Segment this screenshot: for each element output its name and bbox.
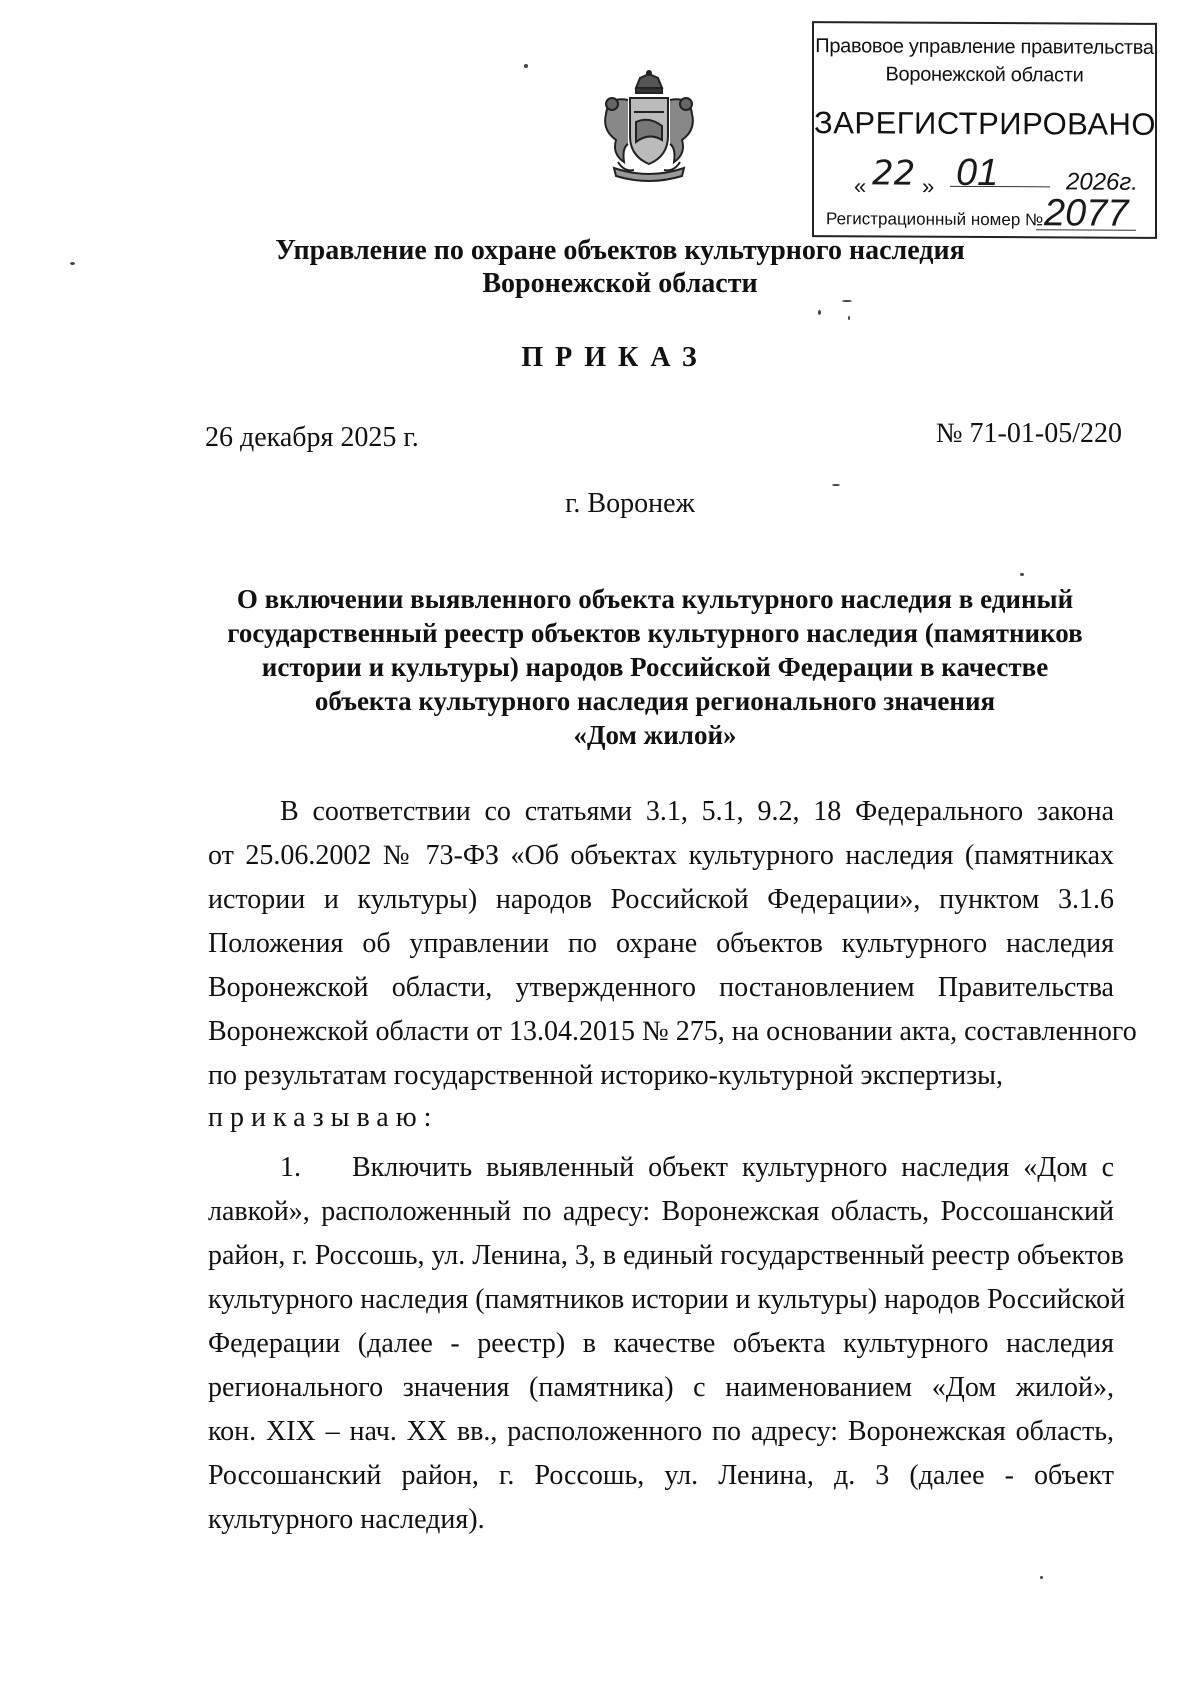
body-line: Воронежской области, утвержденного постановлением Правительства [208,972,1114,1003]
item-number: 1. [280,1152,301,1183]
document-title [200,582,1110,752]
title-line: объекта культурного наследия регионального значения [314,686,996,716]
body-line: культурного наследия (памятников истории и культуры) народов Российской [208,1284,1126,1315]
stamp-date [814,151,1155,199]
document-type-heading: ПРИКАЗ [521,342,709,373]
stamp-reg-number-label: Регистрационный номер № [826,209,1044,230]
stamp-org-line-2: Воронежской области [885,63,1084,87]
scan-speck [818,310,821,315]
body-line: истории и культуры) народов Российской Федерации», пунктом 3.1.6 [208,884,1114,915]
registration-stamp [812,21,1157,239]
title-line: истории и культуры) народов Российской Федерации в качестве [261,652,1049,682]
preamble-paragraph [208,790,1137,1098]
body-line: регионального значения (памятника) с наименованием «Дом жилой», [208,1372,1114,1403]
body-line: Россошанский район, г. Россошь, ул. Ленина, д. 3 (далее - объект [208,1460,1114,1491]
body-line: Положения об управлении по охране объектов культурного наследия [208,928,1114,959]
stamp-year: 2026г. [1066,168,1138,196]
body-line: район, г. Россошь, ул. Ленина, 3, в единый государственный реестр объектов [208,1240,1124,1271]
organization-name-line-2: Воронежской области [482,268,758,299]
item-first-line-text: Включить выявленный объект культурного наследия «Дом с [352,1152,1114,1183]
stamp-quote-open: « [854,173,867,199]
stamp-reg-number-row [814,192,1155,235]
body-line: культурного наследия). [208,1504,485,1535]
body-line: Федерации (далее - реестр) в качестве объекта культурного наследия [208,1328,1114,1359]
scan-speck [832,484,840,486]
stamp-org-line-1: Правовое управление правительства [815,35,1154,59]
scan-speck [1040,1576,1043,1579]
body-line: Воронежской области от 13.04.2015 № 275, на основании акта, составленного [208,1016,1137,1047]
scan-speck [848,316,850,320]
document-city: г. Воронеж [565,488,695,519]
title-line: «Дом жилой» [573,720,737,750]
organization-name-line-1: Управление по охране объектов культурного наследия [275,235,965,266]
scan-speck [1020,573,1024,576]
title-line: О включении выявленного объекта культурного наследия в единый [236,584,1074,614]
stamp-quote-close: » [922,173,935,199]
body-line [208,1146,1114,1190]
title-line: государственный реестр объектов культурного наследия (памятников [227,618,1083,648]
document-number: № 71-01-05/220 [935,418,1122,449]
order-item-1 [208,1146,1126,1542]
body-line: по результатам государственной историко-культурной экспертизы, [208,1060,1003,1091]
stamp-registered-label: ЗАРЕГИСТРИРОВАНО [814,105,1157,142]
coat-of-arms-emblem [594,70,704,188]
document-date: 26 декабря 2025 г. [205,422,419,453]
body-line: лавкой», расположенный по адресу: Воронежская область, Россошанский [208,1196,1114,1227]
stamp-month: 01 [956,151,999,195]
scan-speck [524,64,528,68]
body-line: кон. XIX – нач. XX вв., расположенного по адресу: Воронежская область, [208,1416,1114,1447]
stamp-day: 22 [872,153,916,194]
stamp-reg-number: 2077 [1044,192,1129,235]
order-directive: приказываю: [208,1102,439,1133]
body-line: В соответствии со статьями 3.1, 5.1, 9.2, 18 Федерального закона [280,796,1114,827]
scan-speck [70,262,75,265]
scan-speck [842,300,852,302]
body-line: от 25.06.2002 № 73-ФЗ «Об объектах культурного наследия (памятниках [208,840,1114,871]
